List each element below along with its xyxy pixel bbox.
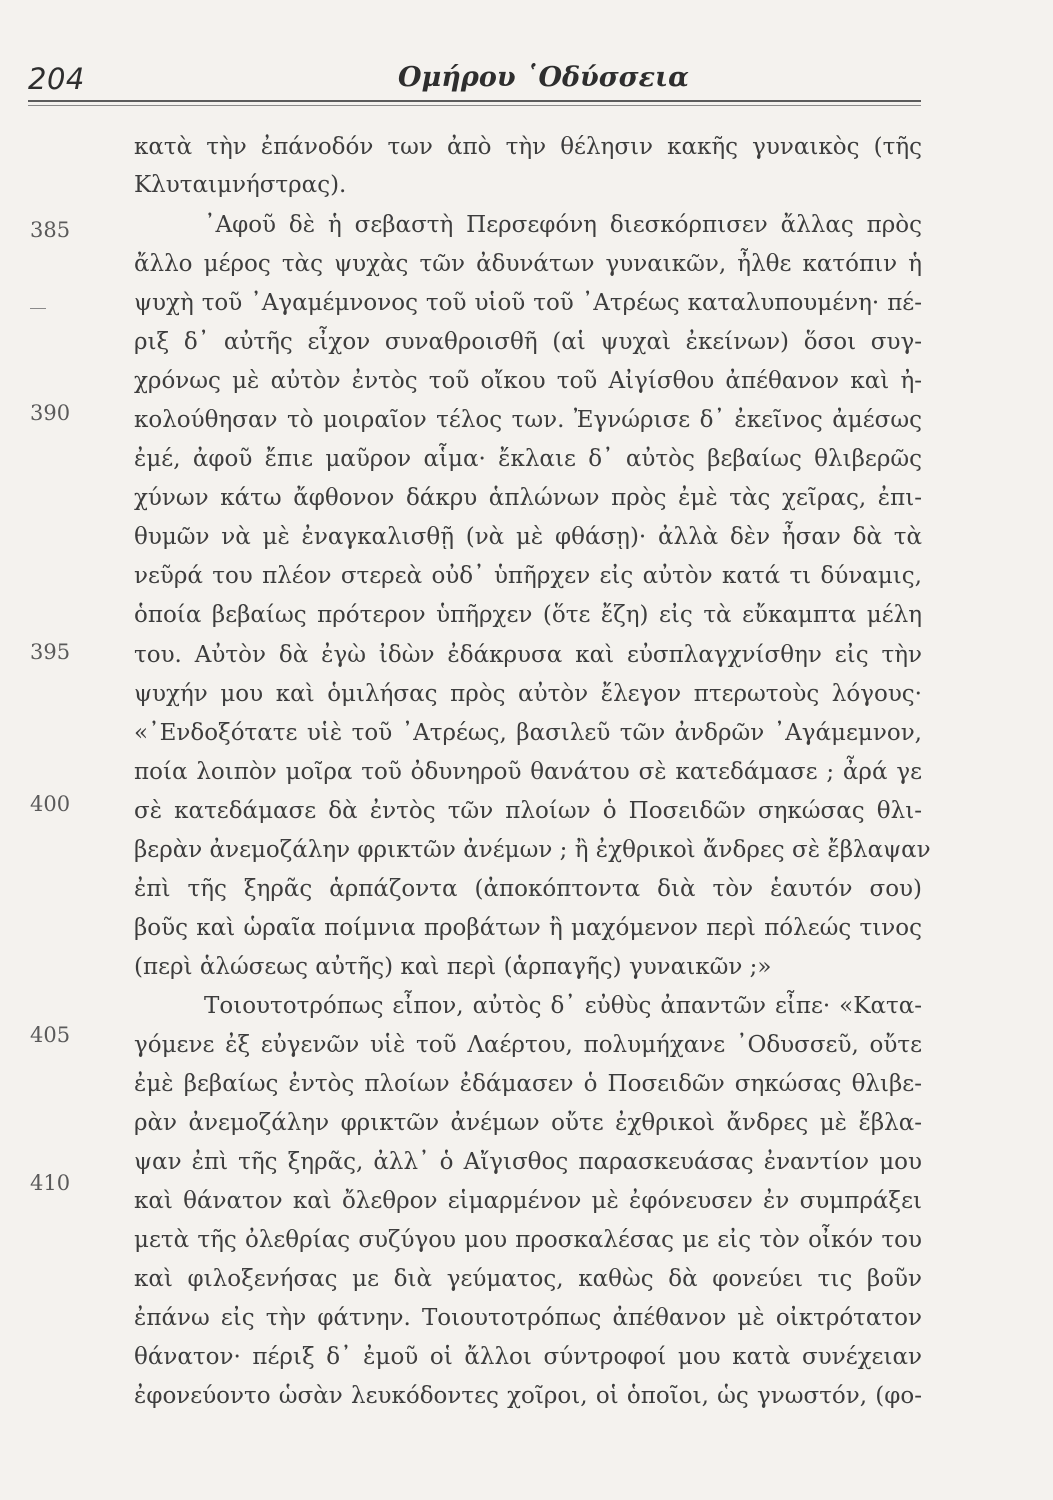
text-line: ἐπὶ τῆς ξηρᾶς ἁρπάζοντα (ἀποκόπτοντα διὰ τὸν ἑαυτόν σου) bbox=[134, 876, 922, 902]
text-line: Κλυταιμνήστρας). bbox=[134, 172, 347, 198]
text-line: ἐμὲ βεβαίως ἐντὸς πλοίων ἐδάμασεν ὁ Ποσειδῶν σηκώσας θλιβε- bbox=[134, 1071, 922, 1097]
margin-dash bbox=[30, 308, 46, 309]
text-line: ἄλλο μέρος τὰς ψυχὰς τῶν ἀδυνάτων γυναικῶν, ἦλθε κατόπιν ἡ bbox=[134, 251, 922, 277]
text-line: ψυχήν μου καὶ ὁμιλήσας πρὸς αὐτὸν ἔλεγον πτερωτοὺς λόγους· bbox=[134, 681, 922, 707]
text-line: ρὰν ἀνεμοζάλην φρικτῶν ἀνέμων οὔτε ἐχθρικοὶ ἄνδρες μὲ ἔβλα- bbox=[134, 1110, 922, 1136]
text-line: ποία λοιπὸν μοῖρα τοῦ ὀδυνηροῦ θανάτου σὲ κατεδάμασε ; ἆρά γε bbox=[134, 759, 922, 785]
line-number: 385 bbox=[30, 218, 71, 242]
line-number: 395 bbox=[30, 640, 71, 664]
text-line: χρόνως μὲ αὐτὸν ἐντὸς τοῦ οἴκου τοῦ Αἰγίσθου ἀπέθανον καὶ ἠ- bbox=[134, 368, 922, 394]
text-line: νεῦρά του πλέον στερεὰ οὐδ᾿ ὑπῆρχεν εἰς αὐτὸν κατά τι δύναμις, bbox=[134, 563, 922, 589]
text-line: ᾿Αφοῦ δὲ ἡ σεβαστὴ Περσεφόνη διεσκόρπισεν ἄλλας πρὸς bbox=[204, 212, 922, 238]
text-line: βερὰν ἀνεμοζάλην φρικτῶν ἀνέμων ; ἢ ἐχθρικοὶ ἄνδρες σὲ ἔβλαψαν bbox=[134, 837, 931, 863]
line-number: 400 bbox=[30, 792, 71, 816]
text-line: θυμῶν νὰ μὲ ἐναγκαλισθῇ (νὰ μὲ φθάσῃ)· ἀλλὰ δὲν ἦσαν δὰ τὰ bbox=[134, 524, 922, 550]
text-line: ψαν ἐπὶ τῆς ξηρᾶς, ἀλλ᾿ ὁ Αἴγισθος παρασκευάσας ἐναντίον μου bbox=[134, 1149, 922, 1175]
text-line: (περὶ ἁλώσεως αὐτῆς) καὶ περὶ (ἁρπαγῆς) γυναικῶν ;» bbox=[134, 954, 772, 980]
text-line: του. Αὐτὸν δὰ ἐγὼ ἰδὼν ἐδάκρυσα καὶ εὐσπλαγχνίσθην εἰς τὴν bbox=[134, 642, 922, 668]
text-line: ἐφονεύοντο ὡσὰν λευκόδοντες χοῖροι, οἱ ὁποῖοι, ὡς γνωστόν, (φο- bbox=[134, 1383, 922, 1409]
line-number: 405 bbox=[30, 1023, 71, 1047]
header-rule-thin bbox=[28, 105, 921, 106]
running-title: Ομήρου ῾Οδύσσεια bbox=[398, 62, 689, 93]
text-line: καὶ φιλοξενήσας με διὰ γεύματος, καθὼς δὰ φονεύει τις βοῦν bbox=[134, 1266, 922, 1292]
text-line: χύνων κάτω ἄφθονον δάκρυ ἁπλώνων πρὸς ἐμὲ τὰς χεῖρας, ἐπι- bbox=[134, 485, 922, 511]
text-line: ἐπάνω εἰς τὴν φάτνην. Τοιουτοτρόπως ἀπέθανον μὲ οἰκτρότατον bbox=[134, 1305, 922, 1331]
text-line: «᾿Ενδοξότατε υἱὲ τοῦ ᾿Ατρέως, βασιλεῦ τῶν ἀνδρῶν ᾿Αγάμεμνον, bbox=[134, 720, 922, 746]
text-line: βοῦς καὶ ὡραῖα ποίμνια προβάτων ἢ μαχόμενον περὶ πόλεώς τινος bbox=[134, 915, 922, 941]
text-line: Τοιουτοτρόπως εἶπον, αὐτὸς δ᾿ εὐθὺς ἀπαντῶν εἶπε· «Κατα- bbox=[204, 993, 922, 1019]
text-line: θάνατον· πέριξ δ᾿ ἐμοῦ οἱ ἄλλοι σύντροφοί μου κατὰ συνέχειαν bbox=[134, 1344, 922, 1370]
text-line: ψυχὴ τοῦ ᾿Αγαμέμνονος τοῦ υἱοῦ τοῦ ᾿Ατρέως καταλυπουμένη· πέ- bbox=[134, 290, 922, 316]
text-line: καὶ θάνατον καὶ ὄλεθρον εἱμαρμένον μὲ ἐφόνευσεν ἐν συμπράξει bbox=[134, 1188, 922, 1214]
line-number: 410 bbox=[30, 1171, 71, 1195]
text-line: γόμενε ἐξ εὐγενῶν υἱὲ τοῦ Λαέρτου, πολυμήχανε ᾿Οδυσσεῦ, οὔτε bbox=[134, 1032, 922, 1058]
text-line: κατὰ τὴν ἐπάνοδόν των ἀπὸ τὴν θέλησιν κακῆς γυναικὸς (τῆς bbox=[134, 134, 922, 160]
text-line: κολούθησαν τὸ μοιραῖον τέλος των. Ἐγνώρισε δ᾿ ἐκεῖνος ἀμέσως bbox=[134, 407, 922, 433]
line-number: 390 bbox=[30, 401, 71, 425]
header-rule bbox=[28, 100, 921, 102]
text-line: ἐμέ, ἀφοῦ ἔπιε μαῦρον αἷμα· ἔκλαιε δ᾿ αὐτὸς βεβαίως θλιβερῶς bbox=[134, 446, 922, 472]
text-line: ριξ δ᾿ αὐτῆς εἶχον συναθροισθῆ (αἱ ψυχαὶ ἐκείνων) ὅσοι συγ- bbox=[134, 329, 922, 355]
text-line: σὲ κατεδάμασε δὰ ἐντὸς τῶν πλοίων ὁ Ποσειδῶν σηκώσας θλι- bbox=[134, 798, 922, 824]
page-number: 204 bbox=[28, 62, 85, 96]
text-line: μετὰ τῆς ὀλεθρίας συζύγου μου προσκαλέσας με εἰς τὸν οἶκόν του bbox=[134, 1227, 922, 1253]
text-line: ὁποία βεβαίως πρότερον ὑπῆρχεν (ὅτε ἔζη) εἰς τὰ εὔκαμπτα μέλη bbox=[134, 602, 922, 628]
